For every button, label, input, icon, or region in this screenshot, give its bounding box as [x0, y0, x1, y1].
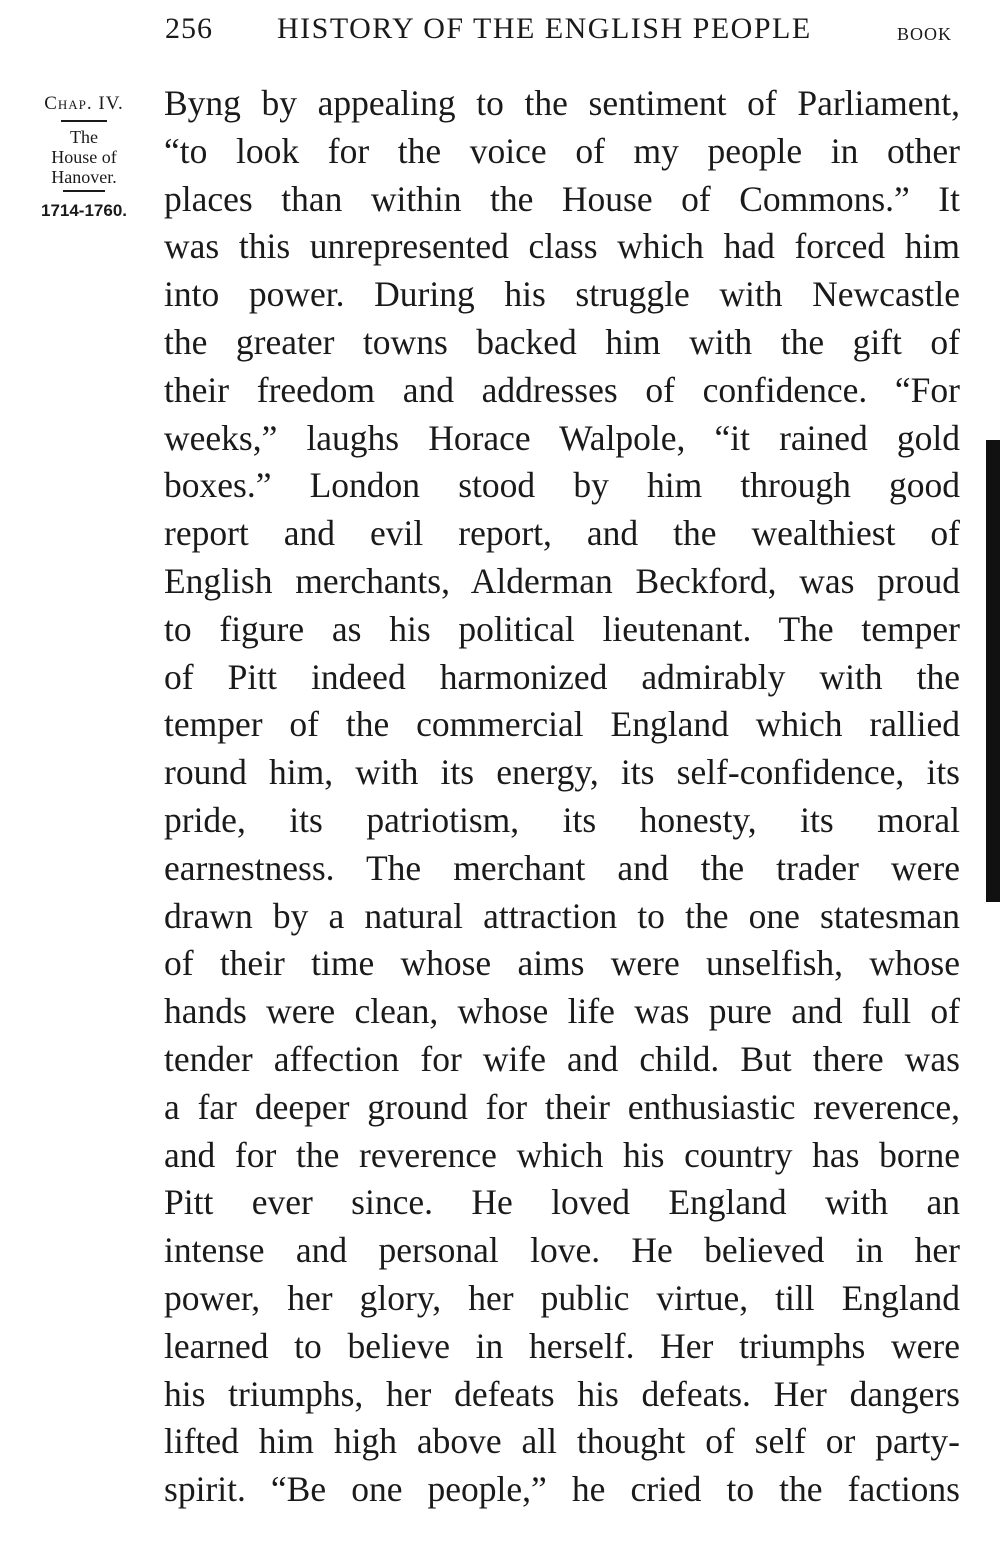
margin-subject-line-2: House of	[51, 147, 117, 167]
text-line: the greater towns backed him with the gift of	[164, 321, 960, 362]
text-line: their freedom and addresses of confidence. “For	[164, 369, 960, 410]
text-line: of Pitt indeed harmonized admirably with the	[164, 656, 960, 697]
text-line: temper of the commercial England which rallied	[164, 704, 960, 745]
text-line: was this unrepresented class which had forced him	[164, 226, 960, 267]
text-line: of their time whose aims were unselfish, whose	[164, 943, 960, 984]
text-line: pride, its patriotism, its honesty, its moral	[164, 799, 960, 840]
text-line: lifted him high above all thought of self or party-	[164, 1421, 960, 1462]
text-line: weeks,” laughs Horace Walpole, “it rained gold	[164, 417, 960, 458]
text-line: English merchants, Alderman Beckford, was proud	[164, 560, 960, 601]
running-title: HISTORY OF THE ENGLISH PEOPLE	[277, 12, 812, 45]
text-line: spirit. “Be one people,” he cried to the factions	[164, 1469, 960, 1510]
text-line: to figure as his political lieutenant. The temper	[164, 608, 960, 649]
text-line: a far deeper ground for their enthusiastic reverence,	[164, 1086, 960, 1127]
text-line: Pitt ever since. He loved England with an	[164, 1182, 960, 1223]
text-line: intense and personal love. He believed in her	[164, 1230, 960, 1271]
text-line: his triumphs, her defeats his defeats. Her dangers	[164, 1373, 960, 1414]
scan-edge-shadow	[986, 440, 1000, 902]
text-line: tender affection for wife and child. But there was	[164, 1038, 960, 1079]
margin-dates: 1714-1760.	[40, 201, 128, 220]
text-line: round him, with its energy, its self-confidence, its	[164, 752, 960, 793]
page-header	[165, 10, 965, 50]
text-line: places than within the House of Commons.” It	[164, 178, 960, 219]
text-line: learned to believe in herself. Her triumphs were	[164, 1325, 960, 1366]
running-book-label: BOOK	[897, 24, 953, 44]
margin-notes	[20, 93, 148, 221]
text-line: power, her glory, her public virtue, till England	[164, 1277, 960, 1318]
margin-subject-line-1: The	[70, 127, 98, 147]
text-line: hands were clean, whose life was pure and full of	[164, 991, 960, 1032]
text-line: “to look for the voice of my people in other	[164, 130, 960, 171]
text-line: report and evil report, and the wealthiest of	[164, 513, 960, 554]
page-number: 256	[165, 12, 213, 45]
margin-subject-line-3: Hanover.	[51, 167, 117, 187]
text-line: into power. During his struggle with Newcastle	[164, 274, 960, 315]
margin-rule	[63, 190, 105, 192]
body-paragraph	[164, 80, 960, 1514]
margin-chapter: Chap. IV.	[44, 93, 124, 114]
text-line: Byng by appealing to the sentiment of Parliament,	[164, 83, 960, 123]
margin-rule	[61, 120, 107, 122]
text-line: boxes.” London stood by him through good	[164, 465, 960, 506]
text-line: and for the reverence which his country has borne	[164, 1134, 960, 1175]
text-line: drawn by a natural attraction to the one statesman	[164, 895, 960, 936]
text-line: earnestness. The merchant and the trader were	[164, 847, 960, 888]
